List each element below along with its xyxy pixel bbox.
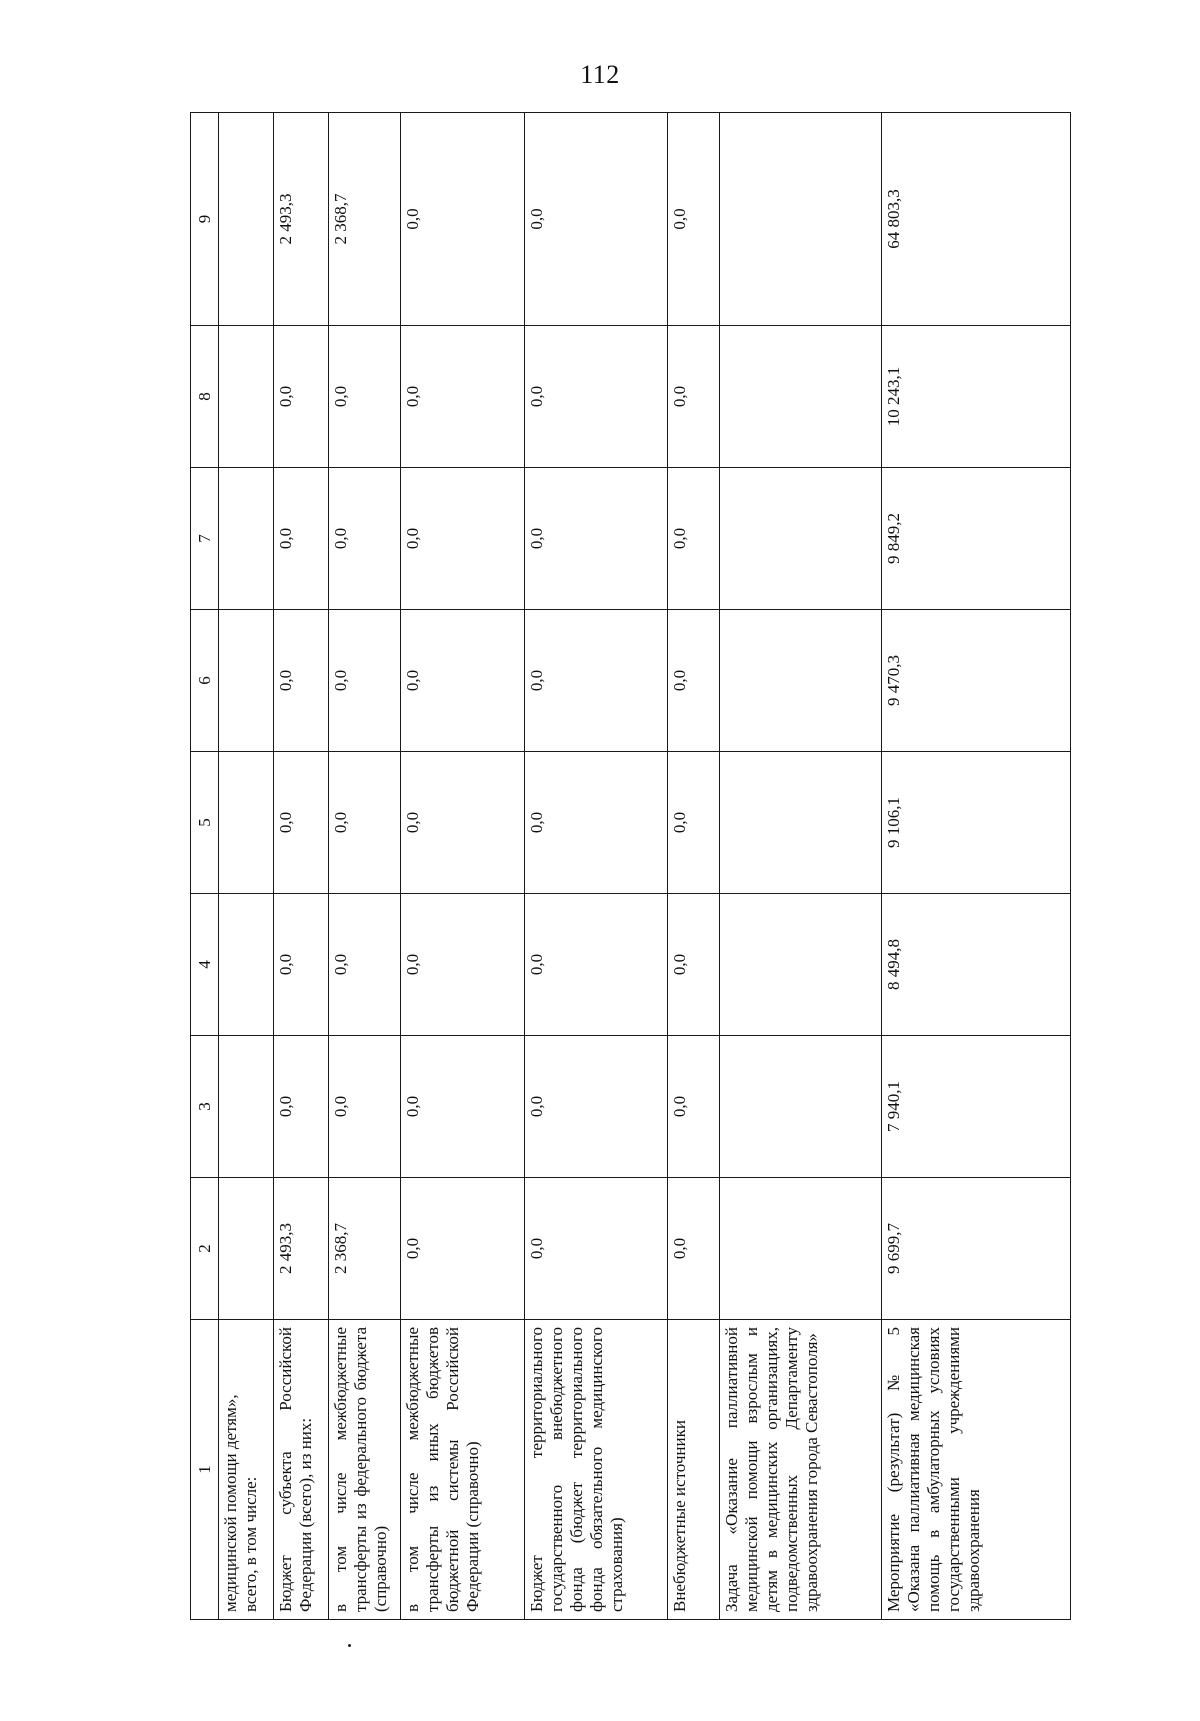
- value-cell: 0,0: [329, 610, 401, 752]
- value-cell: [720, 1178, 882, 1320]
- value-cell: 0,0: [525, 326, 668, 468]
- value-cell: 0,0: [401, 468, 525, 610]
- header-cell: 4: [191, 894, 219, 1036]
- table-row: [219, 113, 274, 1620]
- value-cell: 0,0: [274, 610, 329, 752]
- value-cell: 0,0: [329, 894, 401, 1036]
- value-cell: 0,0: [401, 610, 525, 752]
- value-cell: [219, 752, 274, 894]
- value-cell: 10 243,1: [882, 326, 1071, 468]
- value-cell: 0,0: [274, 752, 329, 894]
- value-cell: 0,0: [329, 752, 401, 894]
- value-cell: [720, 326, 882, 468]
- value-cell: 0,0: [329, 1036, 401, 1178]
- value-cell: [219, 113, 274, 326]
- row-label: Мероприятие (результат) № 5 «Оказана паллиативная медицинская помощь в амбулаторных условиях государственными учреждениями здравоохранения: [882, 1320, 1071, 1620]
- header-row: [191, 113, 219, 1620]
- value-cell: [219, 1036, 274, 1178]
- scan-speck: [348, 1644, 351, 1647]
- value-cell: 0,0: [401, 1036, 525, 1178]
- row-label: Бюджет субъекта Российской Федерации (всего), из них:: [274, 1320, 329, 1620]
- value-cell: 0,0: [668, 610, 720, 752]
- row-label: Задача «Оказание паллиативной медицинской помощи взрослым и детям в медицинских организациях, подведомственных Департаменту здравоохранения города Севастополя»: [720, 1320, 882, 1620]
- value-cell: 7 940,1: [882, 1036, 1071, 1178]
- value-cell: 0,0: [525, 1036, 668, 1178]
- header-cell: 8: [191, 326, 219, 468]
- value-cell: [219, 326, 274, 468]
- value-cell: 0,0: [401, 894, 525, 1036]
- value-cell: 0,0: [401, 1178, 525, 1320]
- value-cell: 8 494,8: [882, 894, 1071, 1036]
- header-cell: 7: [191, 468, 219, 610]
- value-cell: 0,0: [525, 468, 668, 610]
- value-cell: [219, 610, 274, 752]
- value-cell: 0,0: [525, 752, 668, 894]
- value-cell: [720, 1036, 882, 1178]
- table-row: [329, 113, 401, 1620]
- value-cell: 0,0: [329, 468, 401, 610]
- value-cell: 0,0: [668, 1178, 720, 1320]
- row-label: в том числе межбюджетные трансферты из иных бюджетов бюджетной системы Российской Федерации (справочно): [401, 1320, 525, 1620]
- value-cell: [720, 468, 882, 610]
- value-cell: [219, 1178, 274, 1320]
- value-cell: 0,0: [525, 894, 668, 1036]
- value-cell: [219, 894, 274, 1036]
- value-cell: 0,0: [274, 894, 329, 1036]
- value-cell: 0,0: [668, 894, 720, 1036]
- value-cell: 2 368,7: [329, 113, 401, 326]
- table-row: [274, 113, 329, 1620]
- value-cell: 0,0: [668, 326, 720, 468]
- value-cell: 0,0: [668, 468, 720, 610]
- header-cell: 2: [191, 1178, 219, 1320]
- header-cell: 6: [191, 610, 219, 752]
- row-label: в том числе межбюджетные трансферты из федерального бюджета (справочно): [329, 1320, 401, 1620]
- budget-table: [190, 112, 1071, 1620]
- value-cell: [720, 113, 882, 326]
- row-label: Бюджет территориального государственного внебюджетного фонда (бюджет территориального фонда обязательного медицинского страхования): [525, 1320, 668, 1620]
- value-cell: [720, 610, 882, 752]
- table-row: [720, 113, 882, 1620]
- value-cell: 0,0: [525, 113, 668, 326]
- value-cell: 0,0: [668, 113, 720, 326]
- page-number: 112: [580, 60, 620, 89]
- value-cell: 2 493,3: [274, 113, 329, 326]
- value-cell: 0,0: [401, 113, 525, 326]
- value-cell: 9 470,3: [882, 610, 1071, 752]
- rotated-table-container: [190, 113, 1070, 1620]
- value-cell: 0,0: [668, 1036, 720, 1178]
- row-label: медицинской помощи детям», всего, в том числе:: [219, 1320, 274, 1620]
- value-cell: 0,0: [401, 326, 525, 468]
- rotated-page-content: [190, 113, 1070, 1620]
- header-cell: 3: [191, 1036, 219, 1178]
- value-cell: 0,0: [525, 610, 668, 752]
- value-cell: [720, 752, 882, 894]
- table-row: [882, 113, 1071, 1620]
- table-row: [668, 113, 720, 1620]
- table-row: [525, 113, 668, 1620]
- value-cell: 0,0: [274, 326, 329, 468]
- header-cell: 9: [191, 113, 219, 326]
- value-cell: 0,0: [401, 752, 525, 894]
- value-cell: 2 493,3: [274, 1178, 329, 1320]
- row-label: Внебюджетные источники: [668, 1320, 720, 1620]
- header-cell: 1: [191, 1320, 219, 1620]
- value-cell: 0,0: [274, 468, 329, 610]
- value-cell: 9 699,7: [882, 1178, 1071, 1320]
- value-cell: 0,0: [525, 1178, 668, 1320]
- value-cell: 0,0: [668, 752, 720, 894]
- header-cell: 5: [191, 752, 219, 894]
- value-cell: 64 803,3: [882, 113, 1071, 326]
- value-cell: [219, 468, 274, 610]
- value-cell: 9 106,1: [882, 752, 1071, 894]
- value-cell: 9 849,2: [882, 468, 1071, 610]
- value-cell: 0,0: [329, 326, 401, 468]
- value-cell: [720, 894, 882, 1036]
- value-cell: 2 368,7: [329, 1178, 401, 1320]
- table-row: [401, 113, 525, 1620]
- value-cell: 0,0: [274, 1036, 329, 1178]
